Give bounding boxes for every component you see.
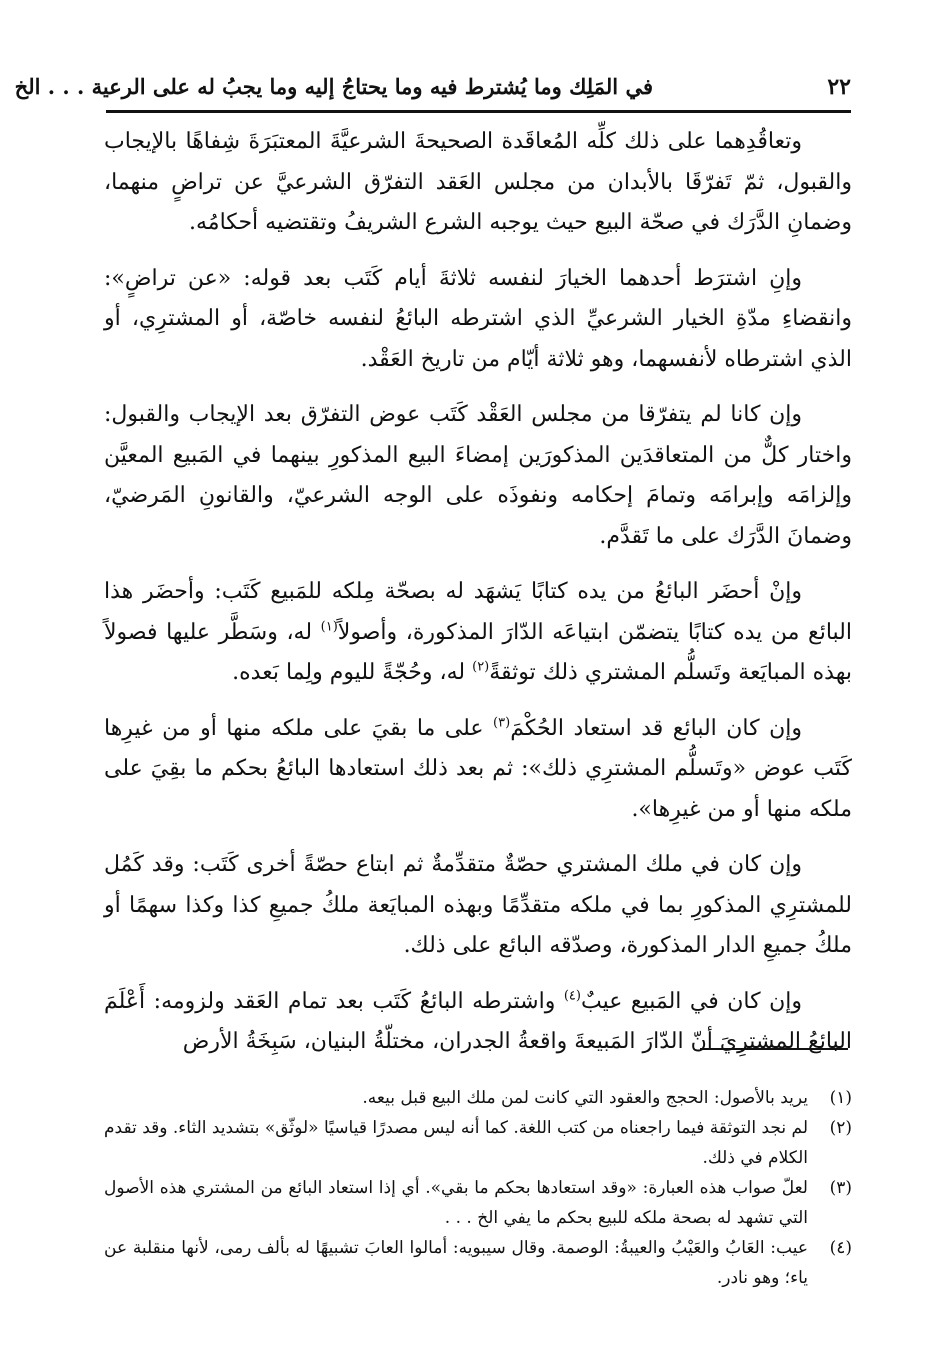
paragraph: وإن كان في ملك المشتري حصّةٌ متقدِّمةٌ ثم ابتاع حصّةً أخرى كَتَب: وقد كَمُل للمشترِي المذكورِ بما في ملكه متقدِّمًا وبهذه المبايَعة ملكُ جميعِ كذا وكذا سهمًا أو ملكُ جميعِ الدار المذكورة، وصدّقه البائع على ذلك. <box>104 852 852 958</box>
main-text <box>104 122 852 1078</box>
paragraph: وإن كان البائع قد استعاد الحُكْمَ$^{(٣)}$ على ما بقيَ على ملكه منها أو من غيرِها كَتَب عوض «وتَسلُّم المشترِي ذلك»: ثم بعد ذلك استعادها البائعُ بحكم ما بقِيَ على ملكه منها أو من غيرِها». <box>104 715 852 822</box>
running-header <box>14 70 851 113</box>
paragraph: وإن كان في المَبيع عيبٌ$^{(٤)}$ واشترطه البائعُ كَتَب بعد تمام العَقد ولزومه: أَعْلَمَ البائعُ المشترِيَ أنّ الدّارَ المَبيعةَ واقعةُ الجدران، مختلّةُ البنيان، سَبِخَةُ الأرض <box>104 988 852 1054</box>
footnote-number: (١) <box>829 1088 852 1108</box>
footnote-text: يريد بالأصول: الحجج والعقود التي كانت لمن ملك البيع قبل بيعه. <box>362 1088 808 1108</box>
chapter-title: في المَلِك وما يُشترط فيه وما يحتاجُ إليه وما يجبُ له على الرعية . . . الخ <box>14 74 653 99</box>
footnote-divider <box>700 1048 848 1050</box>
footnotes <box>104 1083 852 1293</box>
paragraph: وإنِ اشترَط أحدهما الخيارَ لنفسه ثلاثةَ أيام كَتَب بعد قوله: «عن تراضٍ»: وانقضاءِ مدّةِ الخيار الشرعيِّ الذي اشترطه البائعُ لنفسه خاصّة، أو المشترِي، أو الذي اشترطاه لأنفسهما، وهو ثلاثة أيّام من تاريخ العَقْد. <box>104 265 852 372</box>
footnote-number: (٤) <box>829 1238 852 1258</box>
paragraph: وإنْ أحضَر البائعُ من يده كتابًا يَشهَد له بصحّة مِلكه للمَبيع كَتَب: وأحضَر هذا البائع من يده كتابًا يتضمّن ابتياعَه الدّارَ المذكورة، وأصولاً$^{(١)}$ له، وسَطَّر عليها فصولاً بهذه المبايَعة وتَسلُّم المشتري ذلك توثقةً$^{(٢)}$ له، وحُجّةً لليوم ولِما بَعده. <box>104 579 852 685</box>
footnote-number: (٢) <box>829 1118 852 1138</box>
paragraph: وتعاقُدِهما على ذلك كلِّه المُعاقَدة الصحيحةَ الشرعيَّةَ المعتبَرَةَ شِفاهًا بالإيجاب والقبول، ثمّ تَفرّقَا بالأبدان من مجلس العَقد التفرّق الشرعيَّ عن تراضٍ منهما، وضمانِ الدَّرَك في صحّة البيع حيث يوجبه الشرع الشريفُ وتقتضيه أحكامُه. <box>104 129 852 235</box>
footnote <box>104 1083 852 1113</box>
page-number: ٢٢ <box>827 74 851 100</box>
footnote <box>104 1233 852 1293</box>
footnote-text: عيب: العَابُ والعَيْبُ والعيبةُ: الوصمة. وقال سيبويه: أمالوا العابَ تشبيهًا له بألف رمى، لأنها منقلبة عن ياء؛ وهو نادر. <box>104 1238 809 1288</box>
footnote-text: لم نجد التوثقة فيما راجعناه من كتب اللغة. كما أنه ليس مصدرًا قياسيًا «لوثّق» بتشديد الثاء. وقد تقدم الكلام في ذلك. <box>104 1118 808 1168</box>
footnote-text: لعلّ صواب هذه العبارة: «وقد استعادها بحكم ما بقي». أي إذا استعاد البائع من المشتري هذه الأصول التي تشهد له بصحة ملكه للبيع بحكم ما يفي الخ . . . <box>104 1178 808 1228</box>
paragraph: وإن كانا لم يتفرّقا من مجلس العَقْد كَتَب عوض التفرّق بعد الإيجاب والقبول: واختار كلٌّ من المتعاقدَين المذكورَين إمضاءَ البيع المذكورِ بينهما في المَبيع المعيَّن وإلزامَه وإبرامَه وتمامَ إحكامه ونفوذَه على الوجه الشرعيّ، والقانونِ المَرضيّ، وضمانَ الدَّرَك على ما تَقدَّم. <box>104 402 852 549</box>
footnote <box>104 1173 852 1233</box>
footnote-number: (٣) <box>829 1178 852 1198</box>
footnote <box>104 1113 852 1173</box>
